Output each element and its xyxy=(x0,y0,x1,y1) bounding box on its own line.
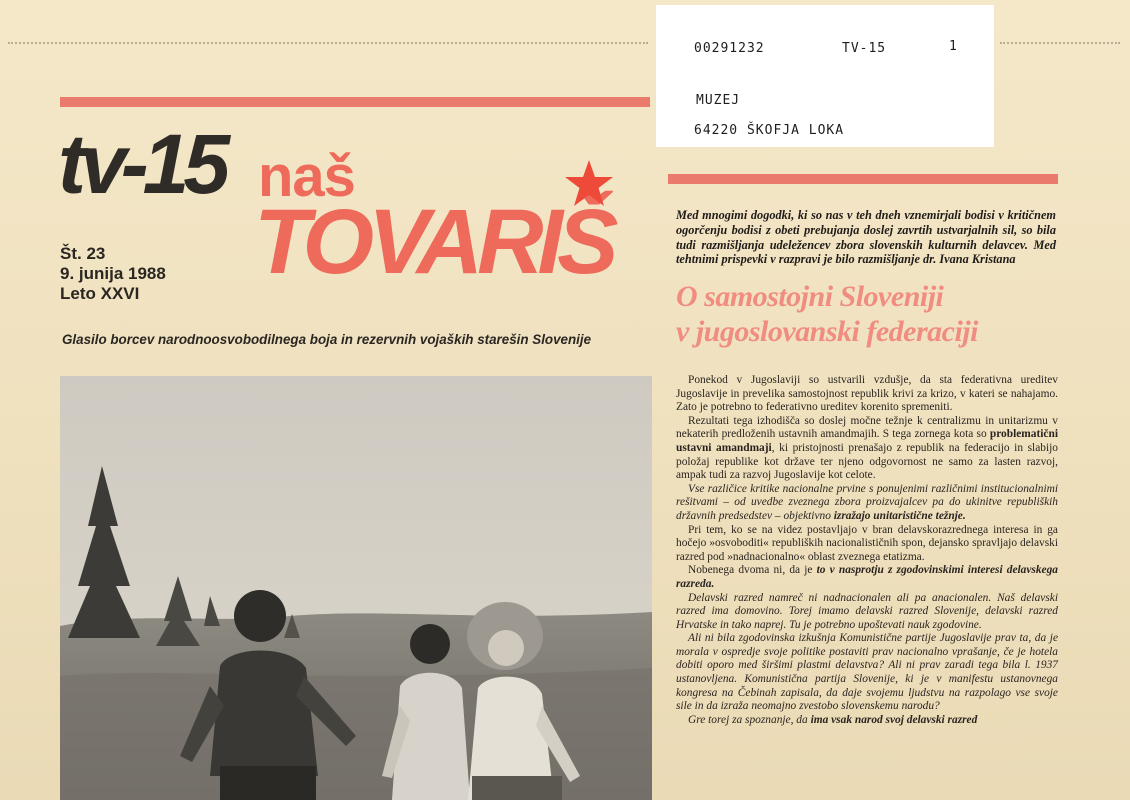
logo-tovaris: TOVARIŠ xyxy=(254,191,613,293)
paragraph-2 xyxy=(676,415,1058,483)
paragraph-3 xyxy=(676,483,1058,524)
headline-line-1: O samostojni Sloveniji xyxy=(676,280,944,313)
paragraph-2-text-a: Rezultati tega izhodišča so doslej močne težnje k centralizmu in unitarizmu v nekaterih predloženih ustavnih amandmajih. S tega zornega kota so xyxy=(676,414,1058,441)
paragraph-8-text: Gre torej za spoznanje, da xyxy=(688,713,811,726)
headline-line-2: v jugoslovanski federaciji xyxy=(676,315,978,348)
red-star-icon xyxy=(563,158,615,210)
paragraph-6: Delavski razred namreč ni nadnacionalen ali pa anacionalen. Naš delavski razred ima domovino. Torej imamo delavski razred Slovenije, delavski razred Hrvatske in tako naprej. Tu je potrebno upoštevati nauk zgodovine. xyxy=(676,591,1058,631)
paragraph-8 xyxy=(676,714,1058,728)
article-headline xyxy=(676,279,1056,349)
issue-number: Št. 23 xyxy=(60,244,106,263)
stamp-organization: MUZEJ xyxy=(696,93,741,108)
paragraph-3-bold: izražajo unitaristične težnje. xyxy=(833,509,966,522)
stamp-code: 00291232 xyxy=(694,41,765,56)
masthead-subtitle: Glasilo borcev narodnoosvobodilnega boja in rezervnih vojaških starešin Slovenije xyxy=(62,332,592,347)
stamp-title: TV-15 xyxy=(842,41,887,56)
stamp-city: 64220 ŠKOFJA LOKA xyxy=(694,123,845,138)
paragraph-8-bold: ima vsak narod svoj delavski razred xyxy=(810,713,978,726)
paragraph-5-text: Nobenega dvoma ni, da je xyxy=(688,564,817,577)
library-stamp-label xyxy=(656,5,994,147)
paragraph-5 xyxy=(676,564,1058,591)
issue-date: 9. junija 1988 xyxy=(60,264,166,283)
paragraph-4: Pri tem, ko se na videz postavljajo v bran delavskorazrednega interesa in ga hočejo »osvoboditi« republiških nacionalističnih spon, dejansko spravljajo delavski razred pod »nadnacionalno« oblast zveznega etatizma. xyxy=(676,523,1058,563)
stamp-number: 1 xyxy=(949,39,958,54)
paragraph-7: Ali ni bila zgodovinska izkušnja Komunistične partije Jugoslavije prav ta, da je morala v ospredje svoje politike postaviti prav nacionalno vprašanje, če je hotela dobiti oporo med širšimi plastmi delavstva? Ali ni prav zaradi tega bila l. 1937 ustanovljena. Komunistična partija Slovenije, ki je v manifestu ustanovnega kongresa na Čebinah zapisala, da daje svojemu ljudstvu na razpolago vse svoje sile in da izraža neomajno zvestobo slovenskemu narodu? xyxy=(676,632,1058,713)
article-body xyxy=(676,374,1058,727)
front-page-photo xyxy=(60,376,652,800)
logo-nas: naš xyxy=(258,144,355,209)
logo-tv15: tv-15 xyxy=(58,117,225,211)
issue-info xyxy=(60,244,166,304)
paragraph-2-text-c: , ki pristojnosti prenašajo z republik na federacijo in slabijo položaj republike kot države ter njeno odgovornost ne samo za lasten razvoj, ampak tudi za razvoj Jugoslavije kot celote. xyxy=(676,441,1058,482)
top-dotted-rule xyxy=(8,42,648,44)
photo-people-meadow xyxy=(60,376,652,800)
paragraph-1: Ponekod v Jugoslaviji so ustvarili vzdušje, da sta federativna ureditev Jugoslavije in prevelika samostojnost republik krivi za krizo, v kateri se nahajamo. Zato je potrebno to federativno ureditev korenito spremeniti. xyxy=(676,374,1058,414)
issue-year: Leto XXVI xyxy=(60,284,140,303)
paragraph-5-bold: to v nasprotju z zgodovinskimi interesi delavskega razreda. xyxy=(676,564,1059,590)
article-lead: Med mnogimi dogodki, ki so nas v teh dneh vznemirjali bodisi v kritičnem ogorčenju bodisi z obeti prebujanja doslej zavrtih ustvarjalnih sil, so bila tudi razmišljanja udeležencev zbora slovenskih kulturnih delavcev. Med tehtnimi prispevki v razpravi je bilo razmišljanje dr. Ivana Kristana xyxy=(676,208,1056,267)
paragraph-3-text: Vse različice kritike nacionalne prvine s ponujenimi različnimi institucionalnimi rešitvami – od uvedbe zveznega zbora proizvajalcev pa do ukinitve republiških državnih predsedstev – objektivno xyxy=(676,482,1058,522)
masthead-red-bar xyxy=(60,97,650,107)
article-red-bar xyxy=(668,174,1058,184)
paragraph-2-bold: problematični ustavni amandmaji xyxy=(676,428,1058,454)
top-dotted-rule-right xyxy=(1000,42,1120,44)
